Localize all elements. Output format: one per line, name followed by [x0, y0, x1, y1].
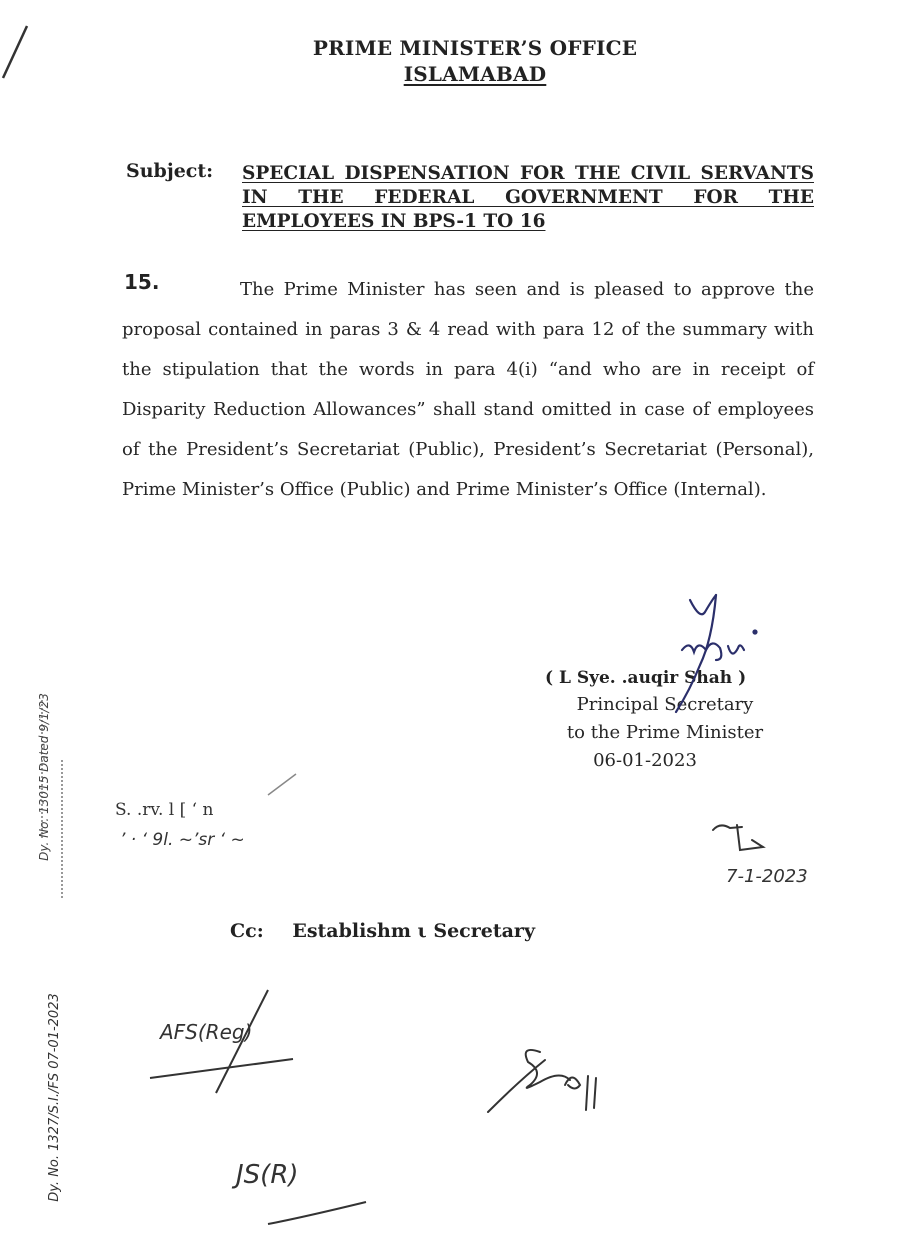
initial-mark-icon	[713, 825, 763, 850]
body-paragraph: The Prime Minister has seen and is pleased to approve the proposal contained in paras 3 & 4 read with para 12 of the summary with the stipulation that the words in para 4(i) “and who are in receipt of Disparity Reduction Allowances” shall stand omitted in case of employees of the President’s Secretariat (Public), President’s Secretariat (Personal), Prime Minister’s Office (Public) and Prime Minister’s Office (Internal).	[122, 279, 814, 500]
paragraph-number: 15.	[124, 270, 160, 294]
initial-date-note: 7-1-2023	[726, 866, 808, 887]
subject-label: Subject:	[126, 160, 214, 182]
addressee-line-1: S. .rv. l [ ‘ n	[115, 800, 214, 820]
diary-stamp-bottom: Dy. No. 1327/S.I./FS 07-01-2023	[46, 993, 62, 1202]
signatory-title-line2: to the Prime Minister	[566, 722, 764, 743]
cc-recipient: Establishm ι Secretary	[292, 920, 535, 942]
city-heading-text: ISLAMABAD	[403, 62, 547, 86]
js-note: JS(R)	[236, 1160, 299, 1190]
city-heading	[20, 62, 910, 86]
addressee-line-2: ’ · ‘ 9l. ~’sr ‘ ~	[120, 830, 245, 850]
scribble-signature-icon	[488, 1050, 596, 1112]
signature-date: 06-01-2023	[593, 750, 697, 771]
subject-text-content: SPECIAL DISPENSATION FOR THE CIVIL SERVANTS IN THE FEDERAL GOVERNMENT FOR THE EMPLOYEES IN BPS-1 TO 16	[242, 163, 814, 232]
signatory-name: ( L Sye. .auqir Shah )	[545, 668, 747, 688]
office-heading: PRIME MINISTER’S OFFICE	[312, 36, 638, 60]
afs-note: AFS(Reg)	[160, 1020, 253, 1044]
diary-stamp-top: Dy. No. 13015 Dated 9/1/23	[36, 693, 51, 861]
subject-text	[242, 162, 814, 234]
signatory-title: Principal Secretary	[576, 694, 754, 715]
cc-label: Cc:	[230, 920, 264, 942]
cc-line	[230, 920, 535, 942]
